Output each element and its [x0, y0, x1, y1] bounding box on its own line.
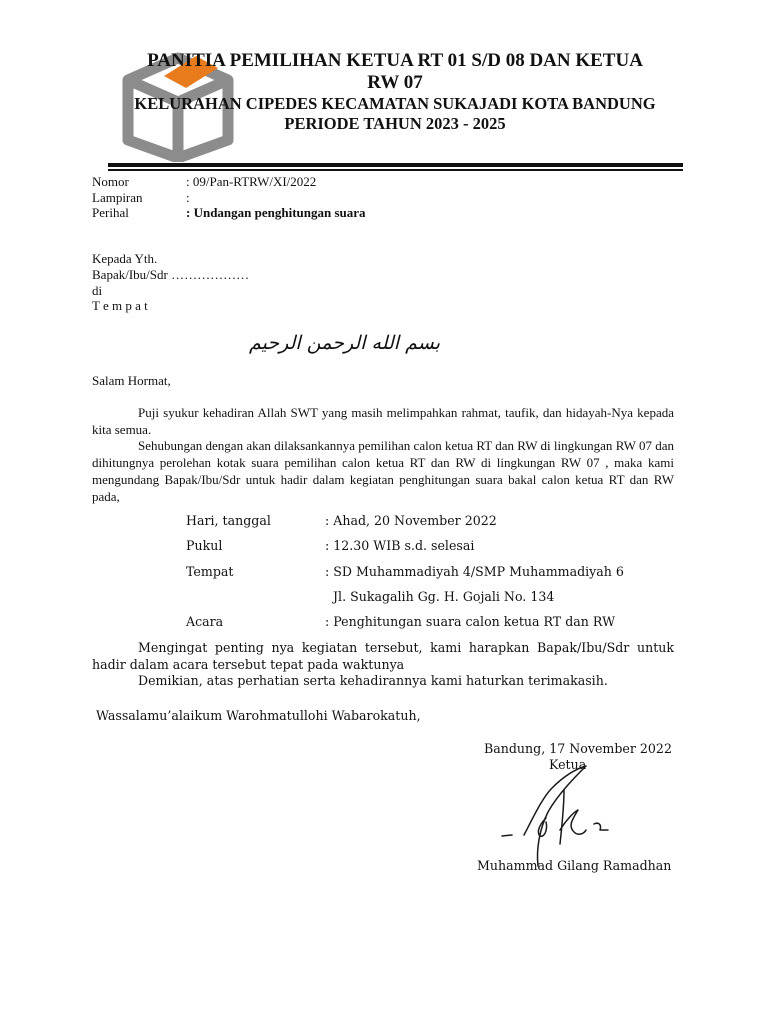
meta-label-lampiran: Lampiran [92, 190, 143, 205]
letterhead-subtitle-line2: PERIODE TAHUN 2023 - 2025 [284, 114, 506, 133]
meta-label-nomor: Nomor [92, 174, 129, 189]
detail-label-place: Tempat [186, 564, 234, 579]
recipient-line2: Bapak/Ibu/Sdr ……………… [92, 267, 250, 282]
detail-value-place: : SD Muhammadiyah 4/SMP Muhammadiyah 6 [325, 564, 624, 579]
detail-value-date: : Ahad, 20 November 2022 [325, 513, 497, 528]
detail-label-event: Acara [186, 614, 224, 629]
detail-label-time: Pukul [186, 538, 223, 553]
closing-salutation: Wassalamu’alaikum Warohmatullohi Wabarokatuh, [96, 708, 421, 723]
letterhead-title-line1: PANITIA PEMILIHAN KETUA RT 01 S/D 08 DAN KETUA [147, 50, 643, 71]
closing-paragraph-1: Mengingat penting nya kegiatan tersebut, kami harapkan Bapak/Ibu/Sdr untuk hadir dalam acara tersebut tepat pada waktunya [92, 640, 674, 672]
body-paragraph-2: Sehubungan dengan akan dilaksankannya pemilihan calon ketua RT dan RW di lingkungan RW 07 dan dihitungnya perolehan kotak suara pemilihan calon ketua RT dan RW di lingkungan RW 07 , maka kami mengundang Bapak/Ibu/Sdr untuk hadir dalam kegiatan penghitungan suara bakal calon ketua RT dan RW pada, [92, 438, 674, 504]
recipient-line1: Kepada Yth. [92, 251, 158, 266]
basmalah-calligraphy: بسم الله الرحمن الرحيم [249, 332, 440, 354]
closing-paragraph-2: Demikian, atas perhatian serta kehadirannya kami haturkan terimakasih. [138, 673, 608, 688]
recipient-line3: di [92, 283, 103, 298]
signature-name: Muhammad Gilang Ramadhan [477, 858, 672, 873]
letterhead-divider-thin [108, 169, 683, 171]
meta-value-perihal: : Undangan penghitungan suara [186, 205, 366, 220]
letterhead-title-line2: RW 07 [367, 72, 423, 93]
signature-role: Ketua [549, 757, 587, 772]
letterhead-subtitle-line1: KELURAHAN CIPEDES KECAMATAN SUKAJADI KOTA BANDUNG [134, 94, 656, 113]
detail-label-date: Hari, tanggal [186, 513, 271, 528]
detail-value-address: Jl. Sukagalih Gg. H. Gojali No. 134 [333, 589, 555, 604]
meta-label-perihal: Perihal [92, 205, 129, 220]
meta-value-nomor: : 09/Pan-RTRW/XI/2022 [186, 174, 317, 189]
recipient-line4: T e m p a t [92, 298, 148, 313]
letterhead-divider-thick [108, 163, 683, 167]
greeting: Salam Hormat, [92, 373, 171, 388]
detail-value-event: : Penghitungan suara calon ketua RT dan RW [325, 614, 616, 629]
body-paragraph-1: Puji syukur kehadiran Allah SWT yang masih melimpahkan rahmat, taufik, dan hidayah-Nya kepada kita semua. [92, 405, 674, 437]
handwritten-signature [498, 760, 618, 870]
detail-value-time: : 12.30 WIB s.d. selesai [325, 538, 475, 553]
signature-place-date: Bandung, 17 November 2022 [484, 741, 672, 756]
meta-value-lampiran: : [186, 190, 190, 205]
